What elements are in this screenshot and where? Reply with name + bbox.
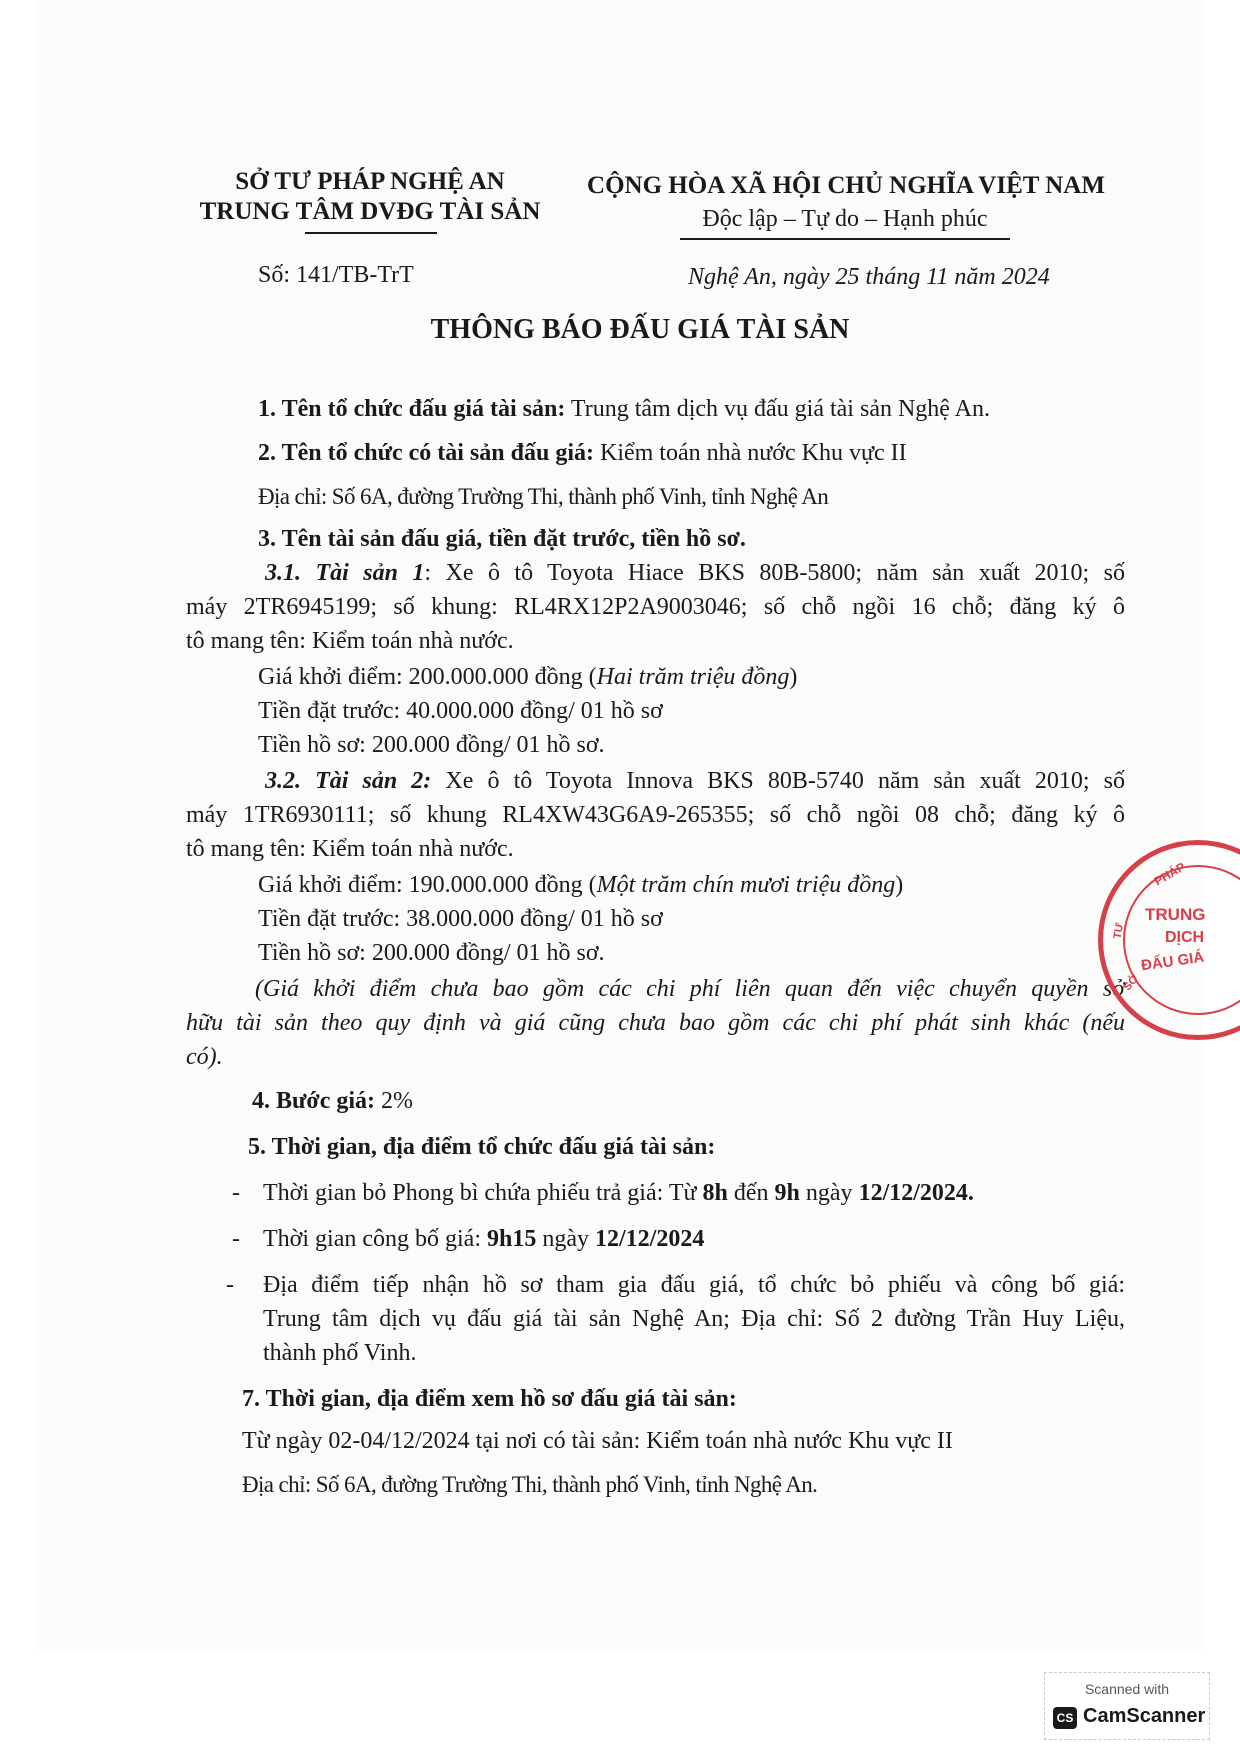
agency-name: TRUNG TÂM DVĐG TÀI SẢN	[199, 198, 541, 225]
price-note-1-text: (Giá khởi điểm chưa bao gồm các chi phí liên quan đến việc chuyển quyền sở	[255, 976, 1125, 1002]
b3-text-2: Trung tâm dịch vụ đấu giá tài sản Nghệ An; Địa chỉ: Số 2 đường Trần Huy Liệu,	[263, 1306, 1125, 1332]
bullet-dash-2: -	[232, 1226, 240, 1252]
section-2-label: 2. Tên tổ chức có tài sản đấu giá:	[258, 440, 594, 466]
b1-text-e: ngày	[799, 1180, 859, 1206]
bullet-location-1	[263, 1272, 1125, 1299]
asset-2-price-close: )	[895, 872, 904, 898]
asset-2-fee: Tiền hồ sơ: 200.000 đồng/ 01 hồ sơ.	[258, 940, 605, 966]
asset-1-desc-2: máy 2TR6945199; số khung: RL4RX12P2A9003046; số chỗ ngồi 16 chỗ; đăng ký ô	[186, 594, 1125, 620]
asset-1-price-close: )	[789, 664, 798, 690]
agency-underline	[305, 232, 437, 234]
bullet-dash-1: -	[232, 1180, 240, 1206]
asset-1-label: 3.1. Tài sản 1	[265, 560, 425, 586]
section-1-value: Trung tâm dịch vụ đấu giá tài sản Nghệ An.	[565, 396, 990, 422]
seal-text-so: SỞ	[1121, 972, 1142, 994]
national-motto: Độc lập – Tự do – Hạnh phúc	[702, 206, 988, 232]
price-note-3: có).	[186, 1044, 223, 1070]
section-1	[258, 396, 990, 423]
bullet-location-2	[263, 1306, 1125, 1333]
section-3-heading: 3. Tên tài sản đấu giá, tiền đặt trước, tiền hồ sơ.	[258, 526, 746, 552]
seal-text-tu: TƯ	[1111, 922, 1127, 940]
bullet-location-3: thành phố Vinh.	[263, 1340, 417, 1366]
asset-2-desc-3: tô mang tên: Kiểm toán nhà nước.	[186, 836, 514, 862]
section-7-heading: 7. Thời gian, địa điểm xem hồ sơ đấu giá tài sản:	[242, 1386, 737, 1412]
place-date: Nghệ An, ngày 25 tháng 11 năm 2024	[688, 264, 1050, 290]
asset-1-desc-3: tô mang tên: Kiểm toán nhà nước.	[186, 628, 514, 654]
asset-2-price-words: Một trăm chín mươi triệu đồng	[596, 872, 896, 898]
asset-2-price-text: Giá khởi điểm: 190.000.000 đồng (	[258, 872, 597, 898]
b1-date: 12/12/2024.	[858, 1180, 974, 1206]
b2-text-c: ngày	[536, 1226, 595, 1252]
section-5-heading: 5. Thời gian, địa điểm tổ chức đấu giá tài sản:	[248, 1134, 716, 1160]
national-title: CỘNG HÒA XÃ HỘI CHỦ NGHĨA VIỆT NAM	[587, 172, 1105, 199]
section-4-label: 4. Bước giá:	[252, 1088, 376, 1114]
asset-2-price	[258, 872, 903, 899]
asset-1-price-words: Hai trăm triệu đồng	[596, 664, 790, 690]
watermark-caption: Scanned with	[1084, 1681, 1170, 1697]
section-2-address: Địa chỉ: Số 6A, đường Trường Thi, thành phố Vinh, tỉnh Nghệ An	[258, 484, 829, 509]
bullet-announce-time	[263, 1226, 704, 1253]
document-number: Số: 141/TB-TrT	[258, 262, 414, 288]
asset-1-desc-1: : Xe ô tô Toyota Hiace BKS 80B-5800; năm sản xuất 2010; số	[424, 560, 1125, 586]
b1-text-a: Thời gian bỏ Phong bì chứa phiếu trả giá: Từ	[263, 1180, 703, 1206]
watermark-brand: CamScanner	[1083, 1705, 1206, 1727]
camscanner-logo-icon: CS	[1053, 1707, 1077, 1729]
asset-2-label: 3.2. Tài sản 2:	[265, 768, 432, 794]
motto-underline	[680, 238, 1010, 240]
seal-text-phap: PHÁP	[1151, 859, 1188, 889]
seal-text-dau-gia: ĐẤU GIÁ	[1140, 948, 1206, 975]
asset-1-line-2	[186, 594, 1125, 621]
agency-parent: SỞ TƯ PHÁP NGHỆ AN	[235, 168, 505, 195]
b1-time-end: 9h	[774, 1180, 800, 1206]
asset-2-line-1	[265, 768, 1125, 795]
b2-date: 12/12/2024	[595, 1226, 705, 1252]
price-note-2-text: hữu tài sản theo quy định và giá cũng chưa bao gồm các chi phí phát sinh khác (nếu	[186, 1010, 1125, 1036]
asset-2-line-2	[186, 802, 1125, 829]
bullet-submission-time	[263, 1180, 974, 1207]
b2-text-a: Thời gian công bố giá:	[263, 1226, 487, 1252]
page-title: THÔNG BÁO ĐẤU GIÁ TÀI SẢN	[430, 314, 850, 345]
asset-1-line-1	[265, 560, 1125, 587]
asset-2-desc-1: Xe ô tô Toyota Innova BKS 80B-5740 năm sản xuất 2010; số	[431, 768, 1125, 794]
seal-text-dich: DỊCH	[1165, 929, 1205, 946]
asset-2-deposit: Tiền đặt trước: 38.000.000 đồng/ 01 hồ sơ	[258, 906, 663, 932]
seal-text-trung: TRUNG	[1145, 905, 1206, 924]
asset-1-deposit: Tiền đặt trước: 40.000.000 đồng/ 01 hồ sơ	[258, 698, 663, 724]
b3-text-1: Địa điểm tiếp nhận hồ sơ tham gia đấu giá, tổ chức bỏ phiếu và công bố giá:	[263, 1272, 1125, 1298]
section-7-line-2: Địa chỉ: Số 6A, đường Trường Thi, thành phố Vinh, tỉnh Nghệ An.	[242, 1472, 818, 1497]
section-2-value: Kiểm toán nhà nước Khu vực II	[593, 440, 907, 466]
b1-text-c: đến	[727, 1180, 775, 1206]
camscanner-watermark	[1044, 1672, 1210, 1740]
b1-time-start: 8h	[702, 1180, 728, 1206]
section-2	[258, 440, 907, 467]
section-7-line-1: Từ ngày 02-04/12/2024 tại nơi có tài sản: Kiểm toán nhà nước Khu vực II	[242, 1428, 953, 1454]
section-4-value: 2%	[375, 1088, 414, 1114]
asset-2-desc-2: máy 1TR6930111; số khung RL4XW43G6A9-265355; số chỗ ngồi 08 chỗ; đăng ký ô	[186, 802, 1125, 828]
asset-1-price	[258, 664, 797, 691]
section-4	[252, 1088, 413, 1115]
price-note-2	[186, 1010, 1125, 1037]
section-1-label: 1. Tên tổ chức đấu giá tài sản:	[258, 396, 566, 422]
asset-1-fee: Tiền hồ sơ: 200.000 đồng/ 01 hồ sơ.	[258, 732, 605, 758]
price-note-1	[255, 976, 1125, 1003]
bullet-dash-3: -	[226, 1272, 234, 1298]
b2-time: 9h15	[486, 1226, 537, 1252]
asset-1-price-text: Giá khởi điểm: 200.000.000 đồng (	[258, 664, 597, 690]
